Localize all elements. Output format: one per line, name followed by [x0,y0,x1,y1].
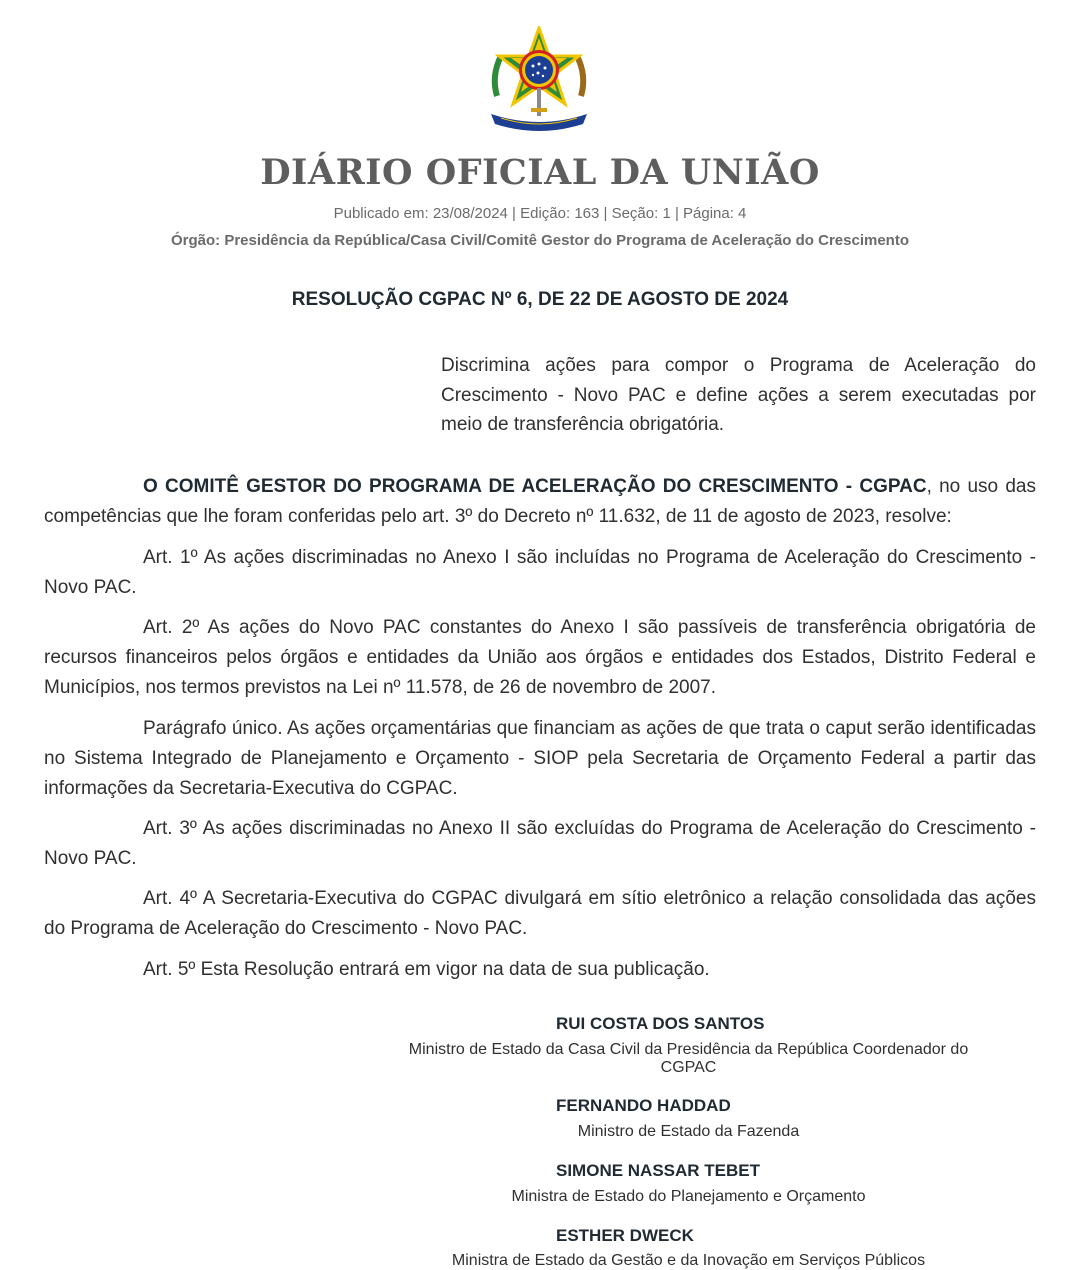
signature-name: FERNANDO HADDAD [556,1096,731,1115]
article-2: Art. 2º As ações do Novo PAC constantes do Anexo I são passíveis de transferência obrigatória de recursos financeiros pelos órgãos e entidades da União aos órgãos e entidades dos Estados, Distrito Federal e Municípios, nos termos previstos na Lei nº 11.578, de 26 de novembro de 2007. [44,617,1036,698]
signature-role: Ministro de Estado da Fazenda [577,1123,800,1140]
preamble-rest: , no uso das competências que lhe foram conferidas pelo art. 3º do Decreto nº 11.632, de 11 de agosto de 2023, resolve: [44,476,1036,527]
orgao-line: Órgão: Presidência da República/Casa Civil/Comitê Gestor do Programa de Aceleração do Crescimento [170,232,909,249]
signature-name: ESTHER DWECK [556,1226,694,1245]
preamble-body-name: O COMITÊ GESTOR DO PROGRAMA DE ACELERAÇÃO DO CRESCIMENTO - CGPAC [143,476,927,497]
article-1: Art. 1º As ações discriminadas no Anexo I são incluídas no Programa de Aceleração do Crescimento - Novo PAC. [44,547,1036,598]
signature-role: Ministro de Estado da Casa Civil da Presidência da República Coordenador do [408,1041,969,1058]
signature-role: Ministra de Estado da Gestão e da Inovação em Serviços Públicos [451,1252,926,1269]
signature-name: SIMONE NASSAR TEBET [556,1161,761,1180]
preamble [44,472,1036,532]
ementa: Discrimina ações para compor o Programa de Aceleração do Crescimento - Novo PAC e define ações a serem executadas por meio de transferência obrigatória. [441,355,1036,436]
article-4: Art. 4º A Secretaria-Executiva do CGPAC divulgará em sítio eletrônico a relação consolidada das ações do Programa de Aceleração do Crescimento - Novo PAC. [44,888,1036,939]
brasao-republica-icon [483,26,595,136]
signature-role-continued: CGPAC [660,1059,717,1076]
signature-role: Ministra de Estado do Planejamento e Orçamento [511,1188,866,1205]
act-title: RESOLUÇÃO CGPAC Nº 6, DE 22 DE AGOSTO DE 2024 [291,289,789,310]
publication-info: Publicado em: 23/08/2024 | Edição: 163 | Seção: 1 | Página: 4 [333,205,747,222]
article-2-paragraph-unico: Parágrafo único. As ações orçamentárias que financiam as ações de que trata o caput serão identificadas no Sistema Integrado de Planejamento e Orçamento - SIOP pela Secretaria de Orçamento Federal a partir das informações da Secretaria-Executiva do CGPAC. [44,718,1036,799]
signature-name: RUI COSTA DOS SANTOS [556,1014,765,1033]
page-title: DIÁRIO OFICIAL DA UNIÃO [260,152,820,193]
article-5: Art. 5º Esta Resolução entrará em vigor na data de sua publicação. [143,959,710,980]
article-3: Art. 3º As ações discriminadas no Anexo II são excluídas do Programa de Aceleração do Crescimento - Novo PAC. [44,818,1036,869]
